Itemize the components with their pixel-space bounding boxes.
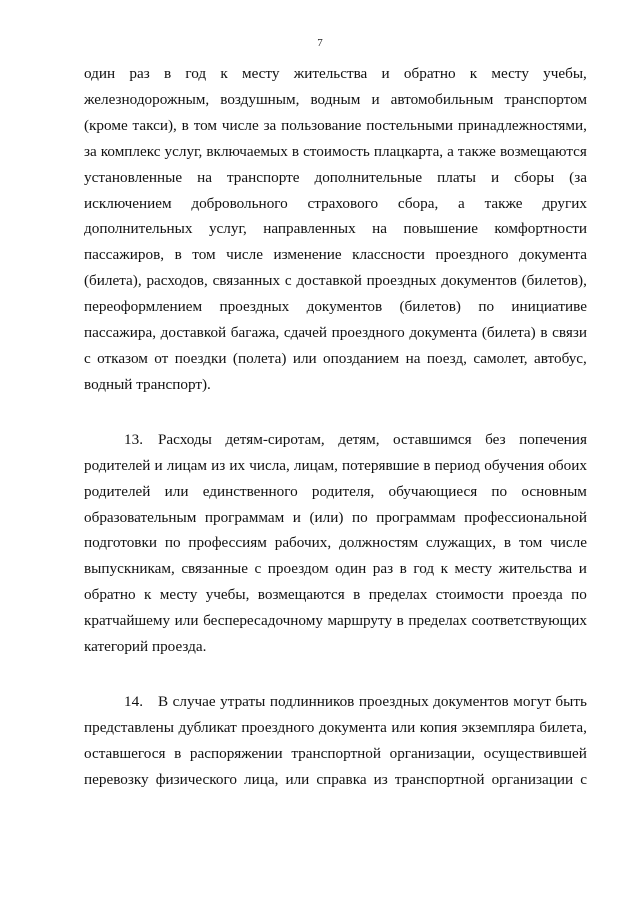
- document-body: [84, 61, 587, 793]
- paragraph-14: [84, 689, 587, 793]
- text-line: один раз в год к месту жительства и обратно к месту учебы,: [84, 65, 587, 82]
- text-line: с отказом от поездки (полета) или опозданием на поезд, самолет, автобус,: [84, 349, 587, 367]
- text-line: подготовки по профессиям рабочих, должностям служащих, в том числе: [84, 534, 587, 552]
- text-line: категорий проезда.: [84, 638, 207, 656]
- text-line: оставшегося в распоряжении транспортной организации, осуществившей: [84, 744, 587, 762]
- text-line: установленные на транспорте дополнительные платы и сборы (за: [84, 168, 587, 186]
- text-line: переоформлением проездных документов (билетов) по инициативе: [84, 298, 587, 316]
- text-line: исключением добровольного страхового сбора, а также других: [84, 194, 587, 212]
- text-line: за комплекс услуг, включаемых в стоимость плацкарта, а также возмещаются: [84, 142, 587, 160]
- text-line: перевозку физического лица, или справка из транспортной организации с: [84, 770, 587, 788]
- text-line: (кроме такси), в том числе за пользование постельными принадлежностями,: [84, 116, 587, 134]
- text-line: выпускникам, связанные с проездом один раз в год к месту жительства и: [84, 560, 587, 578]
- text-line-first: [84, 689, 587, 715]
- text-line: обратно к месту учебы, возмещаются в пределах стоимости проезда по: [84, 586, 587, 604]
- text-line: представлены дубликат проездного документа или копия экземпляра билета,: [84, 718, 587, 736]
- text-line: родителей или единственного родителя, обучающиеся по основным: [84, 482, 587, 500]
- text-line: образовательным программам и (или) по программам профессиональной: [84, 508, 587, 526]
- text-line: Расходы детям-сиротам, детям, оставшимся без попечения: [157, 430, 587, 448]
- text-line: (билета), расходов, связанных с доставкой проездных документов (билетов),: [84, 272, 587, 290]
- text-line: пассажиров, в том числе изменение классности проездного документа: [84, 246, 587, 264]
- paragraph-13: [84, 427, 587, 660]
- paragraph-number: 14.: [124, 692, 143, 710]
- text-line: родителей и лицам из их числа, лицам, потерявшие в период обучения обоих: [84, 456, 587, 474]
- text-line: кратчайшему или беспересадочному маршруту в пределах соответствующих: [84, 612, 587, 630]
- text-line: дополнительных услуг, направленных на повышение комфортности: [84, 220, 587, 238]
- text-line: водный транспорт).: [84, 375, 211, 393]
- text-line: пассажира, доставкой багажа, сдачей проездного документа (билета) в связи: [84, 324, 587, 342]
- paragraph-continuation: [84, 61, 587, 398]
- text-line: железнодорожным, воздушным, водным и автомобильным транспортом: [84, 90, 587, 108]
- text-line-first: [84, 427, 587, 453]
- paragraph-number: 13.: [124, 430, 143, 448]
- page-number: 7: [317, 37, 323, 49]
- text-line: В случае утраты подлинников проездных документов могут быть: [157, 692, 587, 710]
